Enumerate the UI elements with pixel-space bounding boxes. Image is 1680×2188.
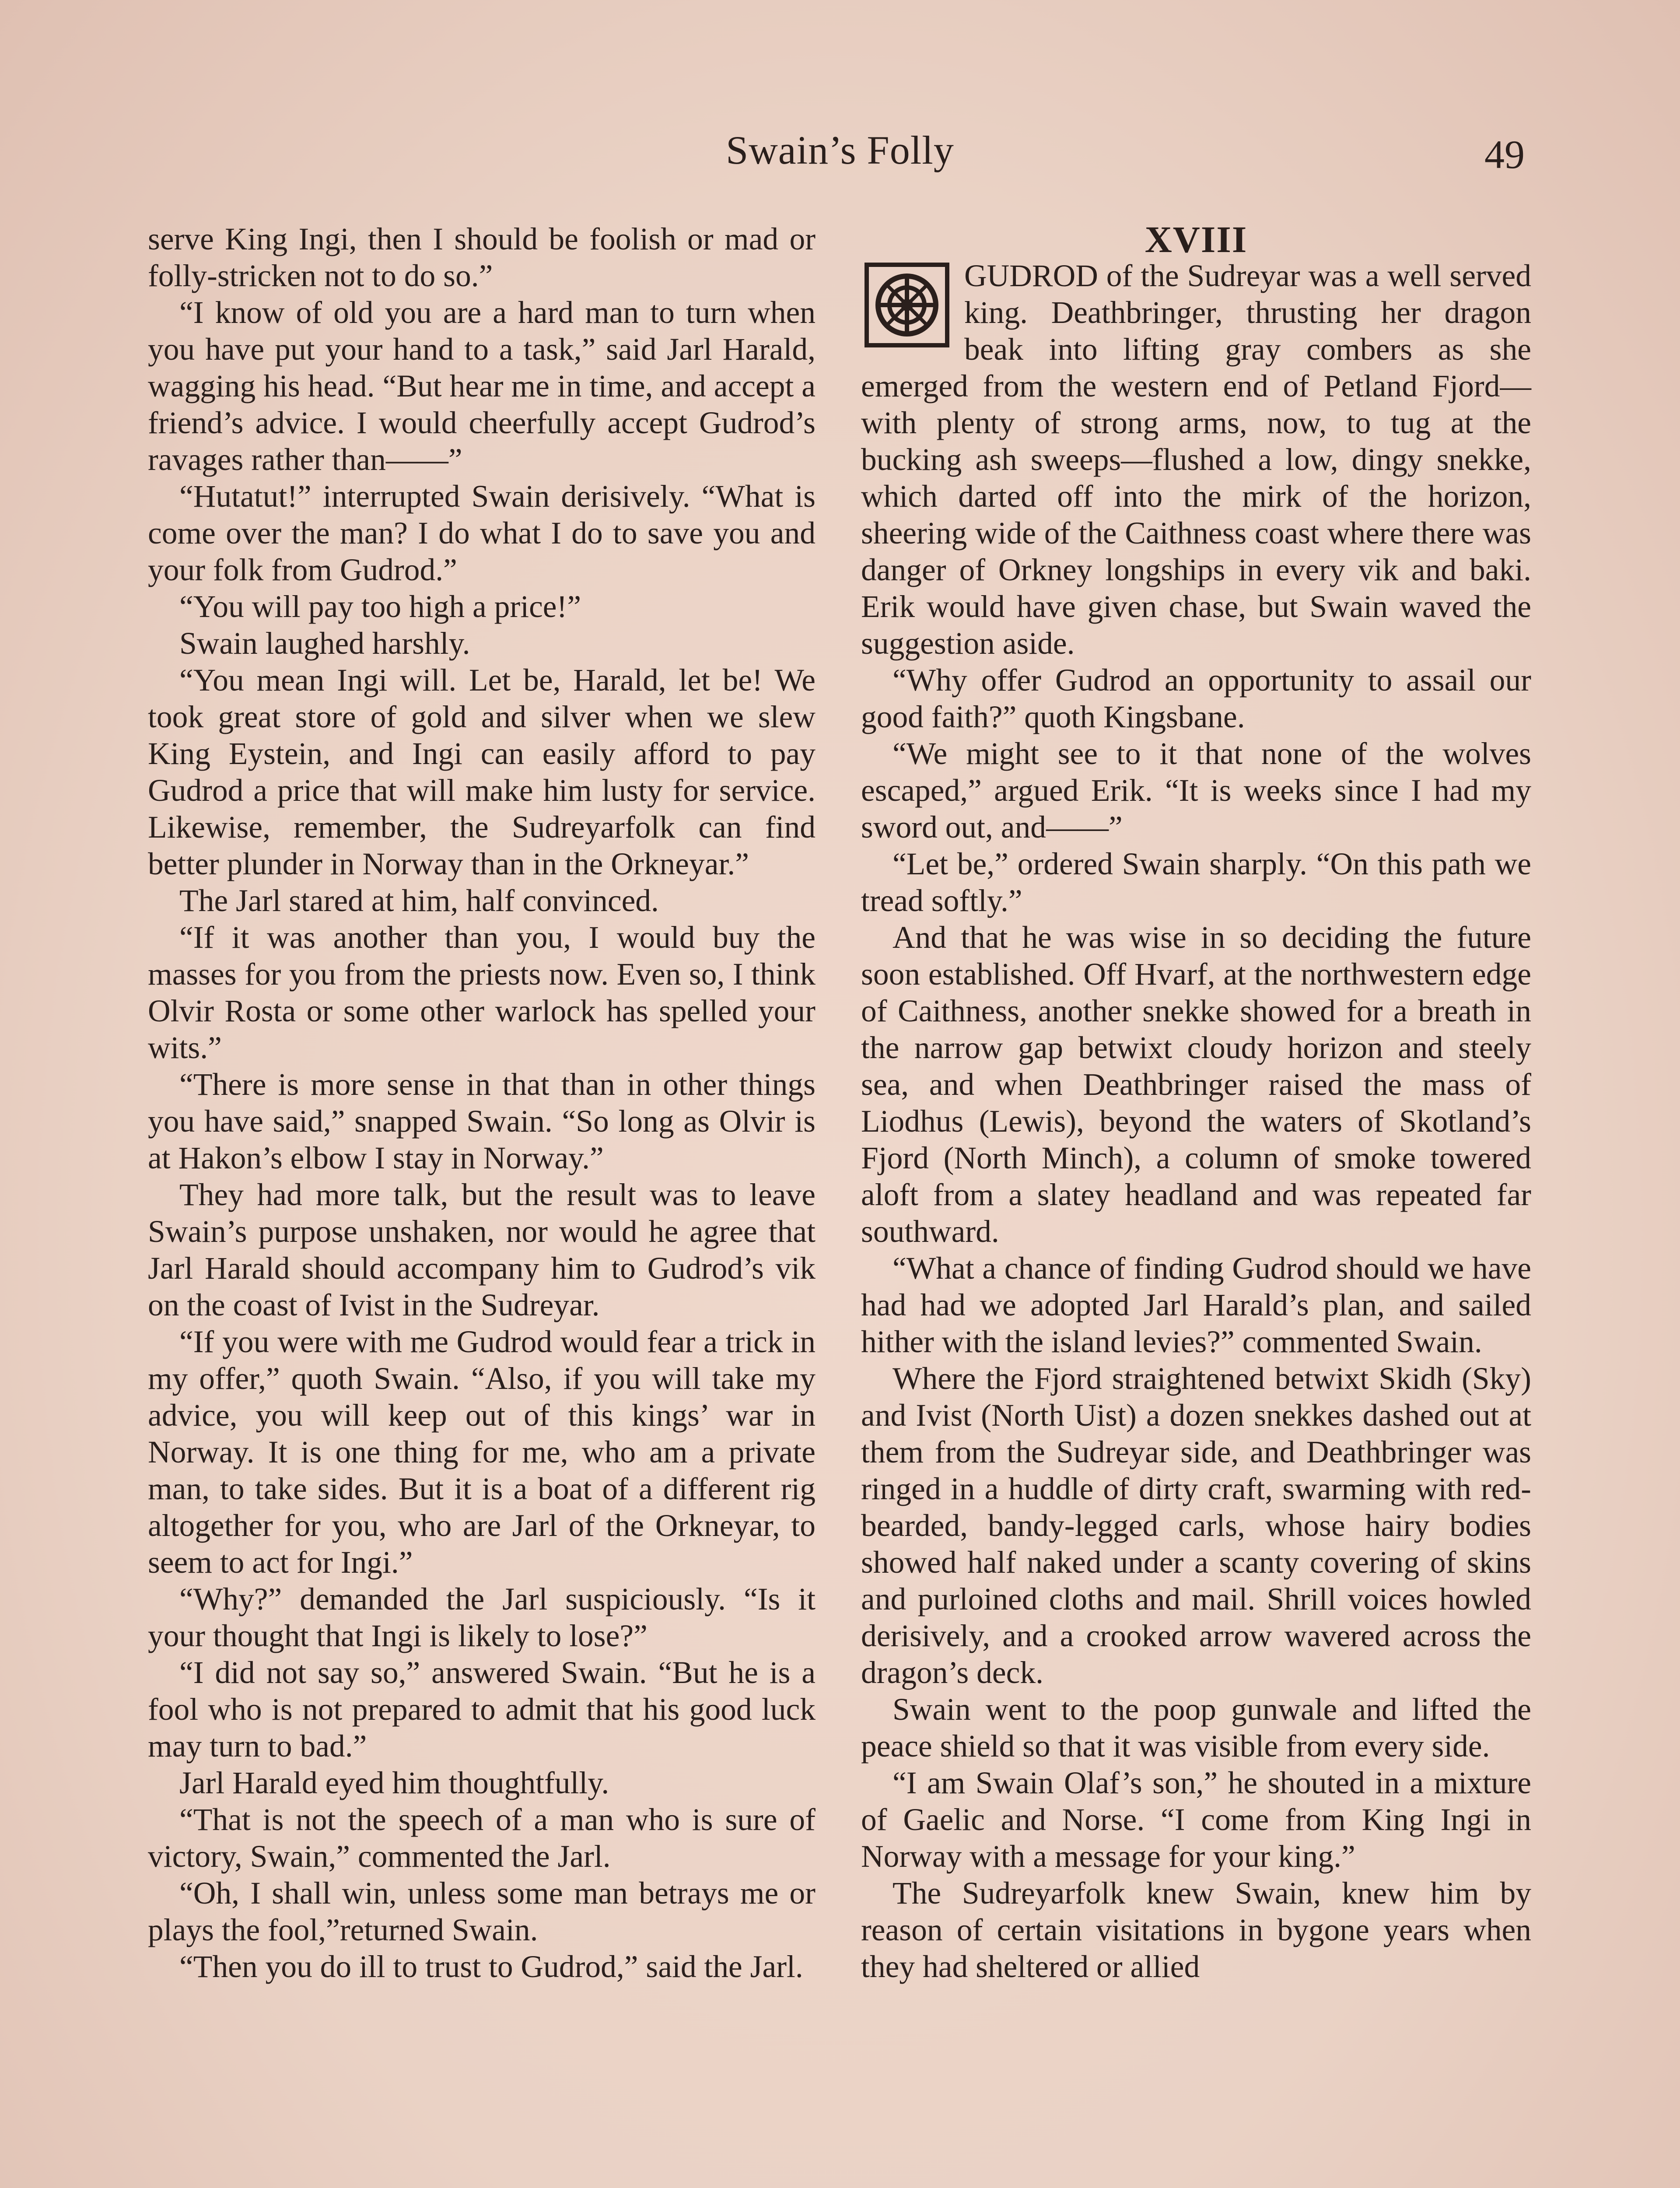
paragraph: “Oh, I shall win, unless some man betrays me or plays the fool,”returned Swain. [148,1876,816,1947]
paragraph: Swain went to the poop gunwale and lifted the peace shield so that it was visible from every side. [861,1692,1531,1764]
paragraph: Swain laughed harshly. [179,626,470,661]
paragraph: “I am Swain Olaf’s son,” he shouted in a mixture of Gaelic and Norse. “I come from King Ingi in Norway with a message for your king.” [861,1766,1531,1874]
paragraph: They had more talk, but the result was to leave Swain’s purpose unshaken, nor would he agree that Jarl Harald should accompany him to Gudrod’s vik on the coast of Ivist in the Sudreyar. [148,1178,816,1322]
paragraph: The Jarl stared at him, half convinced. [179,884,659,918]
chapter-heading: XVIII [1144,218,1248,260]
paragraph: The Sudreyarfolk knew Swain, knew him by reason of certain visitations in bygone years when they had sheltered or allied [861,1876,1531,1984]
paragraph: “That is not the speech of a man who is sure of victory, Swain,” commented the Jarl. [148,1802,816,1874]
paragraph: “We might see to it that none of the wolves escaped,” argued Erik. “It is weeks since I had my sword out, and——” [861,736,1531,845]
paragraph: And that he was wise in so deciding the future soon established. Off Hvarf, at the northwestern edge of Caithness, another snekke showed for a breath in the narrow gap betwixt cloudy horizon and steely sea, and when Deathbringer raised the mass of Liodhus (Lewis), beyond the waters of Skotland’s Fjord (North Minch), a column of smoke towered aloft from a slatey headland and was repeated far southward. [861,920,1531,1249]
paragraph: “Why?” demanded the Jarl suspiciously. “Is it your thought that Ingi is likely to lose?” [148,1582,816,1653]
page-number: 49 [1484,132,1525,177]
paragraph: “If it was another than you, I would buy the masses for you from the priests now. Even so, I think Olvir Rosta or some other warlock has spelled your wits.” [148,920,816,1065]
paragraph: Where the Fjord straightened betwixt Skidh (Sky) and Ivist (North Uist) a dozen snekkes dashed out at them from the Sudreyar side, and Deathbringer was ringed in a huddle of dirty craft, swarming with red-bearded, bandy-legged carls, whose hairy bodies showed half naked under a scanty covering of skins and purloined cloths and mail. Shrill voices howled derisively, and a crooked arrow wavered across the dragon’s deck. [861,1361,1531,1690]
paragraph: “You mean Ingi will. Let be, Harald, let be! We took great store of gold and silver when we slew King Eystein, and Ingi can easily afford to pay Gudrod a price that will make him lusty for service. Likewise, remember, the Sudreyarfolk can find better plunder in Norway than in the Orkneyar.” [148,663,816,881]
paragraph: GUDROD of the Sudreyar was a well served king. Deathbringer, thrusting her dragon beak into lifting gray combers as she emerged from the western end of Petland Fjord—with plenty of strong arms, now, to tug at the bucking ash sweeps—flushed a low, dingy snekke, which darted off into the mirk of the horizon, sheering wide of the Caithness coast where there was danger of Orkney longships in every vik and baki. Erik would have given chase, but Swain waved the suggestion aside. [861,259,1531,661]
running-head-title: Swain’s Folly [726,128,954,172]
paragraph: “You will pay too high a price!” [179,589,581,624]
paragraph: “Let be,” ordered Swain sharply. “On this path we tread softly.” [861,847,1531,918]
paragraph: “There is more sense in that than in other things you have said,” snapped Swain. “So long as Olvir is at Hakon’s elbow I stay in Norway.” [148,1067,816,1175]
right-column [861,218,1531,1985]
paragraph: Jarl Harald eyed him thoughtfully. [179,1766,609,1800]
paragraph: “I did not say so,” answered Swain. “But he is a fool who is not prepared to admit that his good luck may turn to bad.” [148,1655,816,1764]
paragraph: “What a chance of finding Gudrod should we have had had we adopted Jarl Harald’s plan, and sailed hither with the island levies?” commented Swain. [861,1251,1531,1359]
paragraph: “Then you do ill to trust to Gudrod,” said the Jarl. [179,1950,803,1984]
celtic-knot-ornament-icon [861,261,953,349]
paragraph: “Hutatut!” interrupted Swain derisively. “What is come over the man? I do what I do to save you and your folk from Gudrod.” [148,479,816,587]
left-column [148,221,816,1985]
paragraph: “If you were with me Gudrod would fear a trick in my offer,” quoth Swain. “Also, if you will take my advice, you will keep out of this kings’ war in Norway. It is one thing for me, who am a private man, to take sides. But it is a boat of a different rig altogether for you, who are Jarl of the Orkneyar, to seem to act for Ingi.” [148,1325,816,1580]
paragraph: serve King Ingi, then I should be foolish or mad or folly-stricken not to do so.” [148,222,816,293]
paragraph: “Why offer Gudrod an opportunity to assail our good faith?” quoth Kingsbane. [861,663,1531,734]
paragraph: “I know of old you are a hard man to turn when you have put your hand to a task,” said Jarl Harald, wagging his head. “But hear me in time, and accept a friend’s advice. I would cheerfully accept Gudrod’s ravages rather than——” [148,295,816,477]
